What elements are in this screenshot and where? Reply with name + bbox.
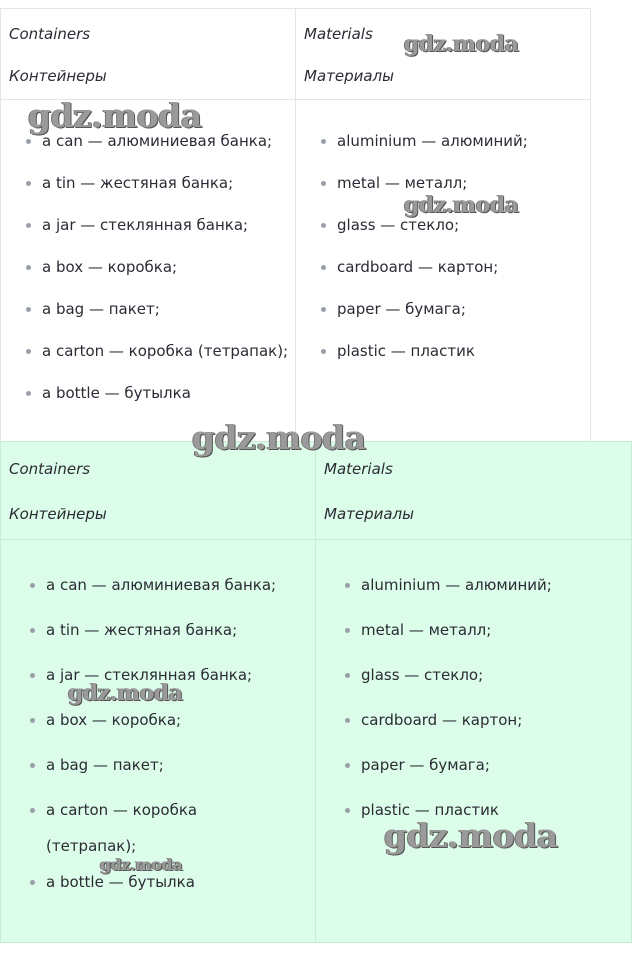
header-en: Containers xyxy=(9,25,91,43)
list-item: a tin — жестяная банка; xyxy=(26,174,288,216)
watermark: gdz.moda xyxy=(100,855,183,874)
watermark: gdz.moda xyxy=(384,816,558,855)
list-item: a can — алюминиевая банка; xyxy=(30,576,300,621)
watermark: gdz.moda xyxy=(68,680,183,706)
header-en: Materials xyxy=(324,460,393,478)
materials-list xyxy=(321,132,528,384)
watermark: gdz.moda xyxy=(404,31,519,57)
list-item: metal — металл; xyxy=(345,621,552,666)
list-item: a carton — коробка (тетрапак); xyxy=(26,342,288,384)
header-ru: Материалы xyxy=(304,67,394,85)
materials-list xyxy=(345,576,552,846)
header-ru: Материалы xyxy=(324,505,414,523)
materials-cell xyxy=(295,99,591,442)
list-item: a bottle — бутылка xyxy=(26,384,288,426)
header-containers xyxy=(0,8,296,100)
list-item: a bag — пакет; xyxy=(30,756,300,801)
header-en: Materials xyxy=(304,25,373,43)
list-item: a bag — пакет; xyxy=(26,300,288,342)
list-item: a jar — стеклянная банка; xyxy=(26,216,288,258)
list-item: a jar — стеклянная банка; xyxy=(30,666,300,711)
materials-cell xyxy=(315,539,632,943)
watermark: gdz.moda xyxy=(192,418,366,457)
header-ru: Контейнеры xyxy=(9,67,107,85)
containers-list xyxy=(26,132,288,426)
list-item: cardboard — картон; xyxy=(321,258,528,300)
list-item: a tin — жестяная банка; xyxy=(30,621,300,666)
list-item: cardboard — картон; xyxy=(345,711,552,756)
list-item: plastic — пластик xyxy=(345,801,552,846)
list-item: a box — коробка; xyxy=(30,711,300,756)
vocabulary-table-1 xyxy=(0,8,591,442)
list-item: aluminium — алюминий; xyxy=(321,132,528,174)
header-en: Containers xyxy=(9,460,91,478)
list-item: paper — бумага; xyxy=(321,300,528,342)
list-item: plastic — пластик xyxy=(321,342,528,384)
header-ru: Контейнеры xyxy=(9,505,107,523)
list-item: glass — стекло; xyxy=(321,216,528,258)
list-item: metal — металл; xyxy=(321,174,528,216)
list-item: a can — алюминиевая банка; xyxy=(26,132,288,174)
watermark: gdz.moda xyxy=(28,96,202,135)
list-item: a box — коробка; xyxy=(26,258,288,300)
list-item: aluminium — алюминий; xyxy=(345,576,552,621)
list-item: a bottle — бутылка xyxy=(30,873,300,918)
containers-cell xyxy=(0,99,296,442)
list-item: a carton — коробка (тетрапак); xyxy=(30,792,236,873)
containers-cell xyxy=(0,539,316,943)
list-item: paper — бумага; xyxy=(345,756,552,801)
list-item: glass — стекло; xyxy=(345,666,552,711)
watermark: gdz.moda xyxy=(404,192,519,218)
